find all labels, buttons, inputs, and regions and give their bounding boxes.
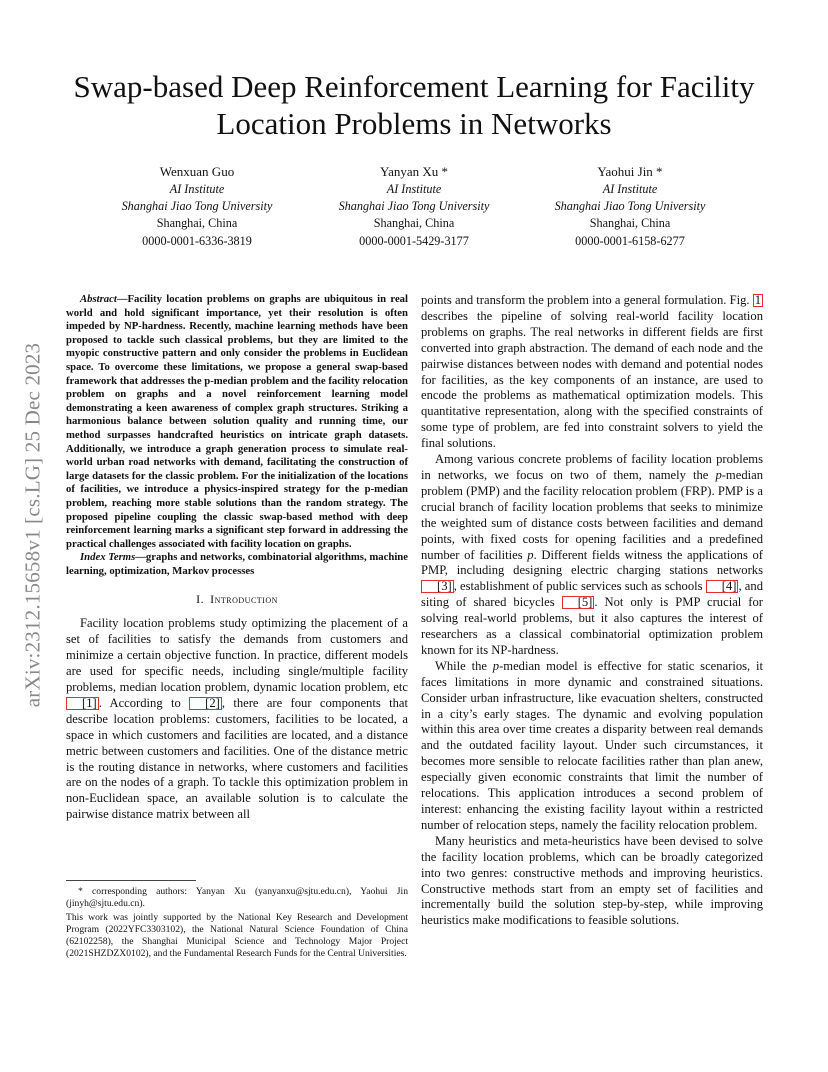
author-name: Yaohui Jin *: [597, 164, 663, 179]
intro-paragraph-1: [66, 616, 408, 823]
author-orcid: 0000-0001-6336-3819: [142, 233, 252, 248]
citation-link[interactable]: [5]: [562, 596, 595, 609]
author-city: Shanghai, China: [589, 216, 671, 231]
paragraph-text: While the: [435, 658, 493, 673]
citation-link[interactable]: [1]: [66, 697, 99, 710]
abstract: [66, 293, 408, 551]
figure-link[interactable]: 1: [754, 293, 761, 307]
paragraph-text: , and siting of shared bicycles: [421, 579, 763, 610]
author-orcid: 0000-0001-6158-6277: [575, 233, 685, 248]
abstract-lead: Abstract: [80, 293, 117, 305]
author-orcid: 0000-0001-5429-3177: [359, 233, 469, 248]
paragraph-text: -median problem (PMP) and the facility relocation problem (FRP). PMP is a crucial branch of facility location problems that seeks to minimize the weighted sum of distance costs between facilities and demand points, with fixed costs for opening facilities and a predefined number of facilities: [421, 467, 763, 562]
right-column: [421, 293, 763, 929]
paragraph-text: , there are four components that describe location problems: customers, facilities to be located, a space in which customers and facilities are located, and a distance metric between customers and facilities. One of the distance metric is the routing distance in networks, where customers and facilities are on the nodes of a graph. To tackle this optimization problem in non-Euclidean space, an available solution is to calculate the pairwise distance matrix between all: [66, 695, 408, 822]
author-name: Wenxuan Guo: [159, 164, 235, 179]
paragraph-text: . Not only is PMP crucial for solving real-world problems, but it also captures the interest of researchers as a classical combinatorial optimization problem known for its NP-hardness.: [421, 595, 763, 657]
section-heading-introduction: [66, 592, 408, 608]
footnote-rule: [66, 880, 196, 881]
footnote-funding: This work was jointly supported by the National Key Research and Development Program (2022YFC3303102), the National Natural Science Foundation of China (62102258), the Shanghai Municipal Science and Technology Major Project (2021SHZDZX0102), and the Fundamental Research Funds for the Central Universities.: [66, 912, 408, 960]
section-title: Introduction: [210, 592, 278, 607]
abstract-text: —Facility location problems on graphs are ubiquitous in real world and hold significant importance, yet their resolution is often impeded by NP-hardness. Recently, machine learning methods have been proposed to tackle such classical problems, but they are limited to the myopic constructive pattern and only consider the problems in Euclidean space. To overcome these limitations, we propose a general swap-based framework that addresses the p-median problem and the facility relocation problem on graphs and a novel reinforcement learning model demonstrating a keen awareness of complex graph structures. Striking a harmonious balance between solution quality and running time, our method surpasses handcrafted heuristics on intricate graph datasets. Additionally, we introduce a graph generation process to simulate real-world urban road networks with demand, facilitating the construction of large datasets for the classic problem. For the initialization of the locations of facilities, we introduce a physics-inspired strategy for the p-median problem, reaching more stable solutions than the random strategy. The proposed pipeline coupling the classic swap-based method with deep reinforcement learning marks a significant step forward in addressing the practical challenges associated with facility location on graphs.: [66, 293, 408, 550]
author-institute: AI Institute: [169, 182, 225, 196]
author-block-2: [309, 163, 519, 250]
paragraph-text: . According to: [98, 695, 190, 710]
citation-link[interactable]: [4]: [706, 580, 739, 593]
footnote-corresponding: * corresponding authors: Yanyan Xu (yanyanxu@sjtu.edu.cn), Yaohui Jin (jinyh@sjtu.edu.cn).: [66, 886, 408, 910]
arxiv-identifier: arXiv:2312.15658v1 [cs.LG] 25 Dec 2023: [20, 342, 45, 708]
paragraph-text: describes the pipeline of solving real-world facility location problems on graphs. The real networks in different fields are first converted into graph abstraction. The demand of each node and the pairwise distances between nodes with demand and potential nodes for facilities, as the key components of an instance, are used to encode the problems as mathematical optimization models. This quantitative representation, along with the specified constraints of some type of problem, are fed into constraint solvers to yield the final solutions.: [421, 308, 763, 451]
paragraph-text: . Different fields witness the applications of PMP, including designing electric charging stations networks: [421, 547, 764, 578]
index-terms-lead: Index Terms: [80, 551, 136, 564]
section-number: I.: [196, 592, 205, 607]
citation-link[interactable]: [2]: [189, 697, 222, 710]
author-city: Shanghai, China: [373, 216, 455, 231]
paragraph-text: Among various concrete problems of facility location problems in networks, we focus on two of them, namely the: [421, 452, 763, 482]
author-institute: AI Institute: [602, 182, 658, 196]
paragraph-text: -median model is effective for static scenarios, it faces limitations in more dynamic and constrained situations. Consider urban infrastructure, like evacuation shelters, constructed in a city’s early stages. The dynamic and evolving population within this area over time creates a disparity between real demands and the outdated facility layout. Under such circumstances, it becomes more sensible to relocate facilities rather than plan anew, especially given economic constraints that limit the number of relocations. This application introduces a second problem of interest: enhancing the existing facility layout within a restricted number of relocation steps, namely the facility relocation problem.: [421, 658, 763, 832]
paragraph-text: Facility location problems study optimizing the placement of a set of facilities to satisfy the demands from customers and minimize a certain objective function. In practice, different models are used for specific needs, including single/multiple facility problems, median location problem, dynamic location problem, etc: [66, 616, 408, 694]
footnotes: [66, 880, 408, 961]
arxiv-stamp: [18, 290, 48, 760]
author-university: Shanghai Jiao Tong University: [338, 199, 490, 214]
author-block-1: [92, 163, 302, 250]
citation-link[interactable]: [3]: [421, 580, 454, 593]
index-terms-text: —graphs and networks, combinatorial algorithms, machine learning, optimization, Markov processes: [66, 551, 408, 577]
paragraph-text: , establishment of public services such as schools: [453, 579, 706, 594]
math-variable: p: [492, 658, 500, 673]
right-paragraph-2: [421, 452, 763, 659]
index-terms: [66, 551, 408, 578]
paper-title: Swap-based Deep Reinforcement Learning for Facility Location Problems in Networks: [73, 69, 755, 141]
author-block-3: [525, 163, 735, 250]
left-column: [66, 293, 408, 823]
math-variable: p: [715, 467, 722, 482]
right-paragraph-4: Many heuristics and meta-heuristics have been devised to solve the facility location problems, which can be broadly categorized into two genres: constructive methods and improving heuristics. Constructive methods start from an empty set of facilities and incrementally build the solution step-by-step, while improving heuristics make modifications to feasible solutions.: [421, 833, 763, 928]
author-city: Shanghai, China: [156, 216, 238, 231]
author-university: Shanghai Jiao Tong University: [554, 199, 706, 214]
author-name: Yanyan Xu *: [379, 164, 448, 179]
math-variable: p: [527, 547, 534, 562]
paragraph-text: points and transform the problem into a general formulation. Fig.: [421, 293, 753, 307]
author-institute: AI Institute: [386, 182, 442, 196]
author-university: Shanghai Jiao Tong University: [121, 199, 273, 214]
right-paragraph-1: [421, 293, 763, 452]
right-paragraph-3: [421, 659, 763, 834]
